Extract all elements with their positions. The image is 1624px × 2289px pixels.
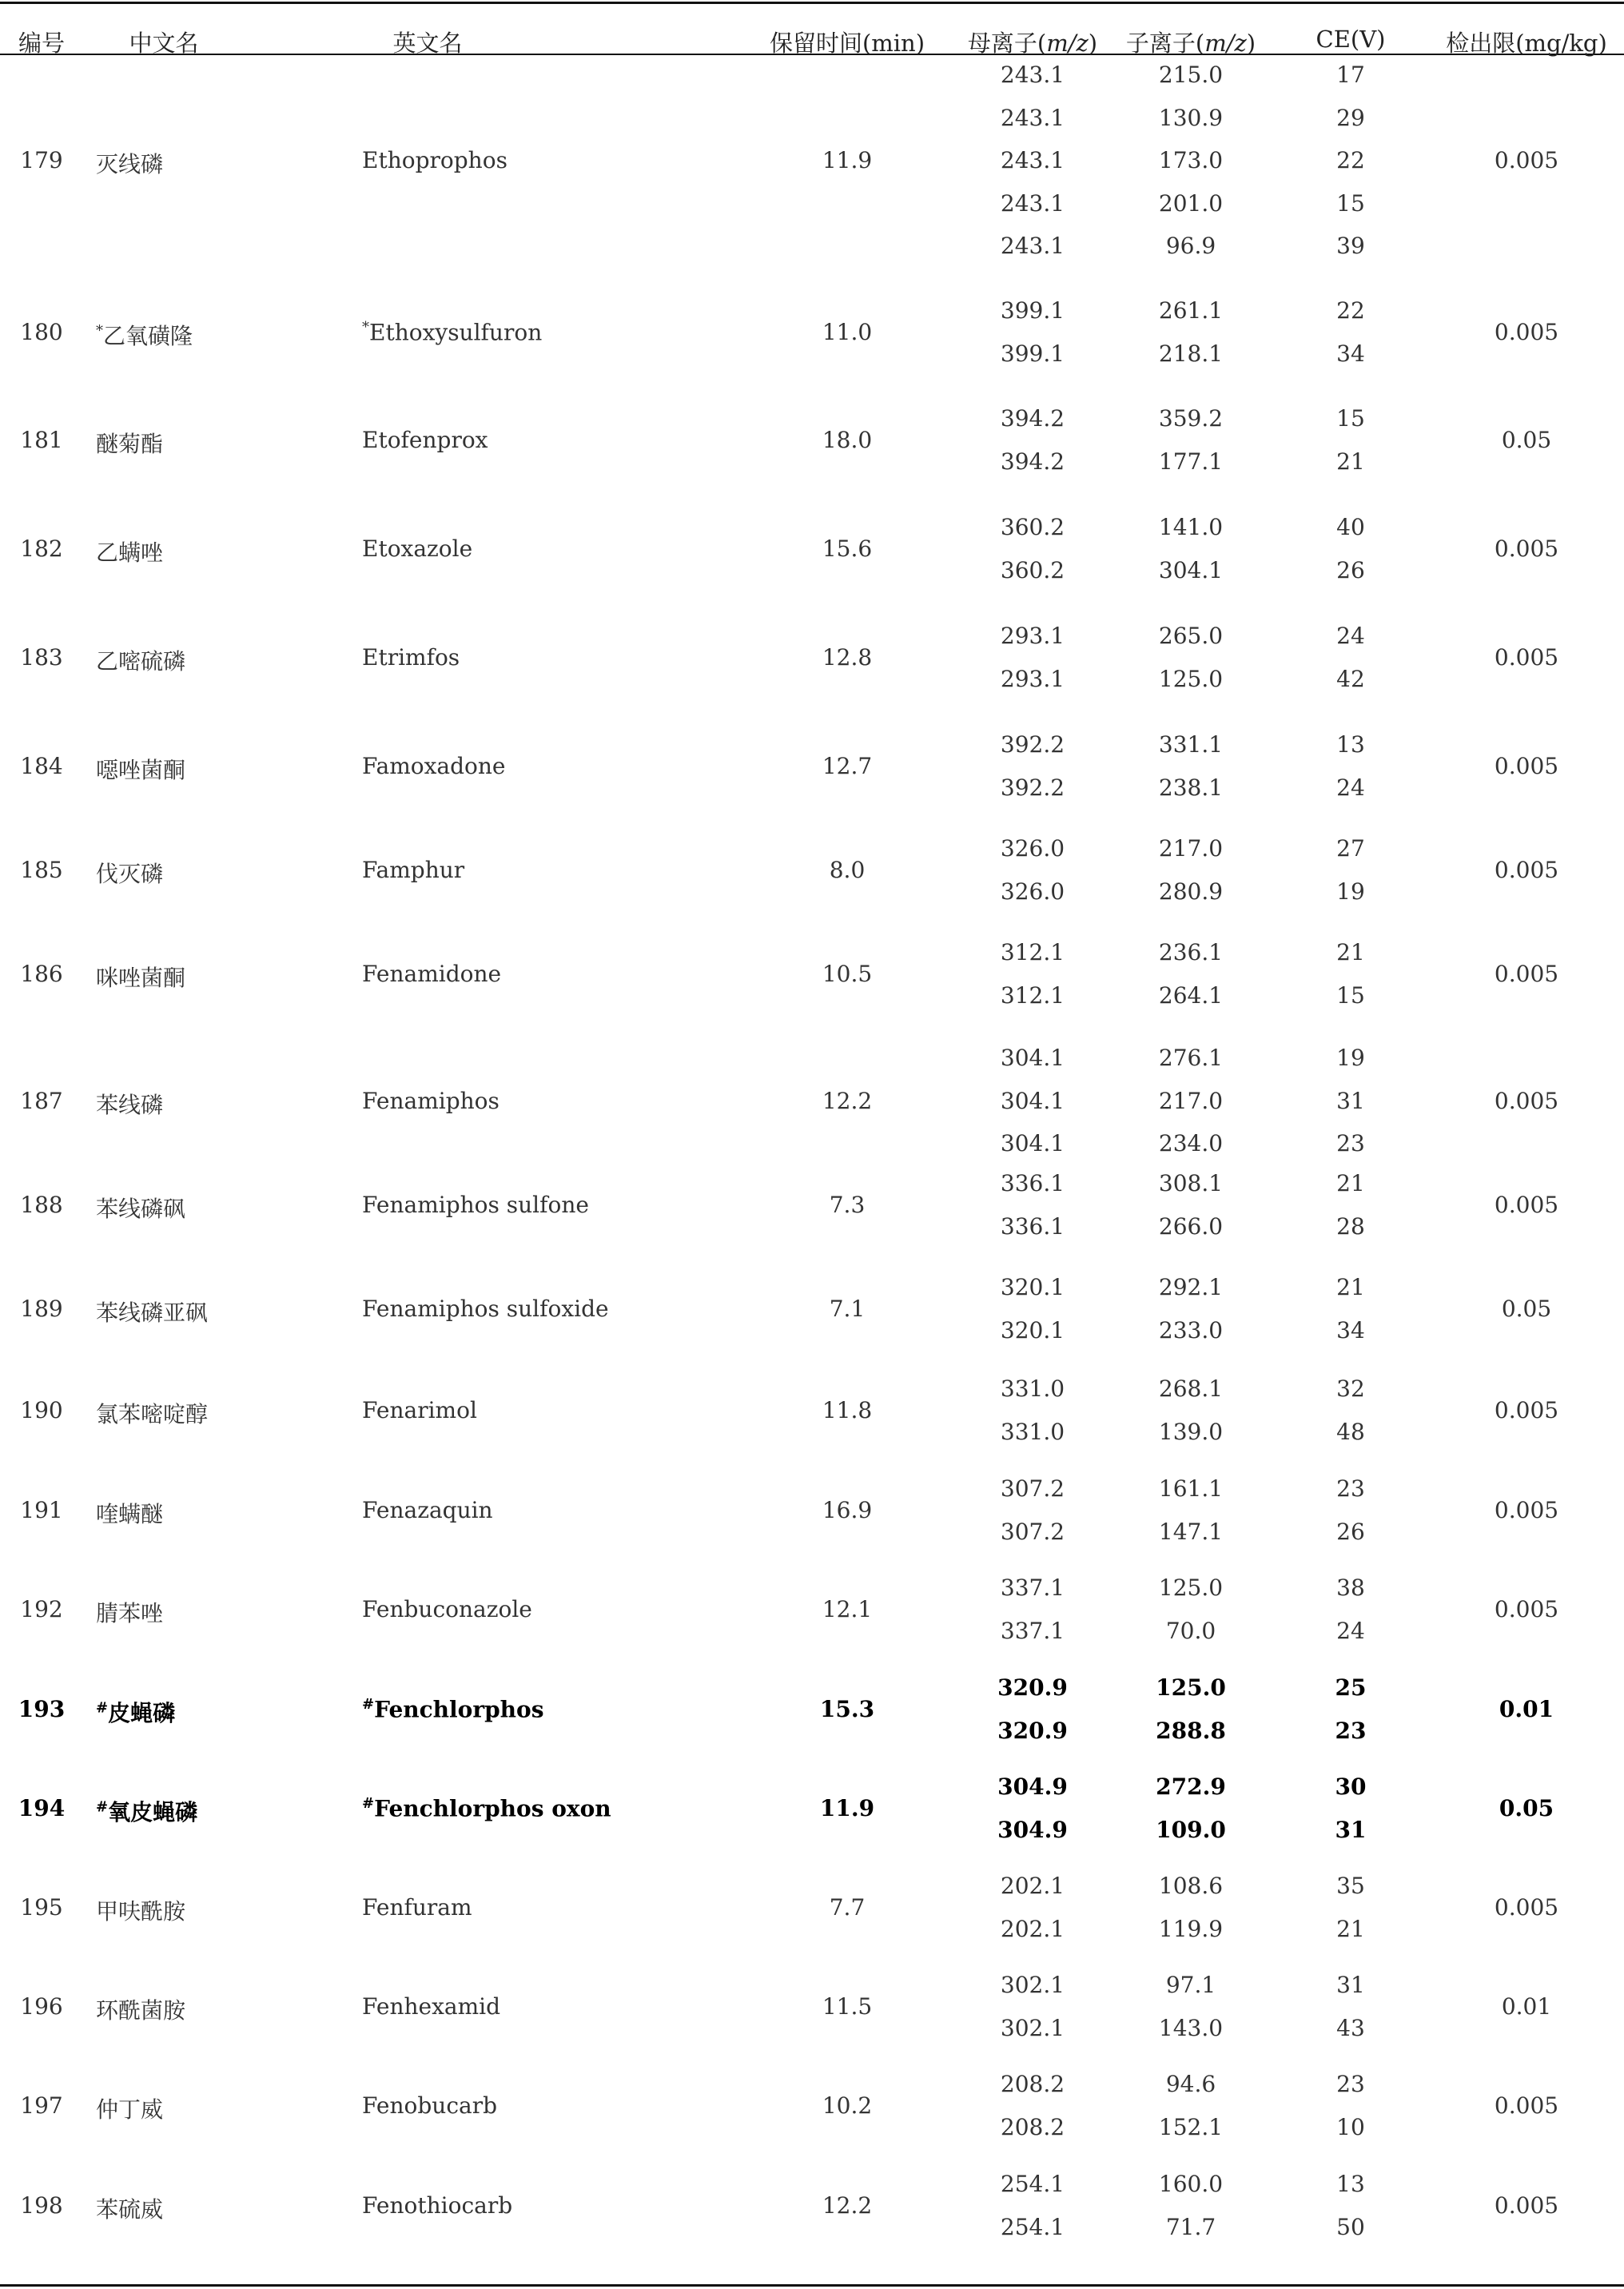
parent-ion: 337.1 bbox=[1000, 1617, 1065, 1644]
detection-limit: 0.005 bbox=[1494, 1893, 1559, 1921]
detection-limit: 0.05 bbox=[1501, 1295, 1552, 1322]
retention-time: 12.1 bbox=[822, 1595, 873, 1622]
header-chinese-name: 中文名 bbox=[129, 30, 199, 57]
compound-number: 197 bbox=[20, 2092, 63, 2119]
product-ion: 234.0 bbox=[1158, 1130, 1224, 1156]
detection-limit: 0.005 bbox=[1494, 2191, 1559, 2219]
collision-energy: 10 bbox=[1336, 2113, 1365, 2140]
product-ion: 139.0 bbox=[1158, 1418, 1224, 1445]
retention-time: 12.2 bbox=[822, 2191, 873, 2219]
compound-number: 196 bbox=[20, 1992, 63, 2020]
product-ion: 233.0 bbox=[1158, 1316, 1224, 1344]
english-name-text: Fenchlorphos bbox=[374, 1696, 544, 1723]
detection-limit: 0.01 bbox=[1501, 1992, 1552, 2020]
collision-energy: 31 bbox=[1336, 1087, 1365, 1114]
compound-number: 195 bbox=[20, 1893, 63, 1921]
product-ion: 304.1 bbox=[1158, 556, 1224, 583]
product-ion: 96.9 bbox=[1165, 233, 1216, 259]
compound-number: 193 bbox=[18, 1695, 66, 1722]
product-ion: 308.1 bbox=[1158, 1170, 1224, 1196]
collision-energy: 48 bbox=[1336, 1418, 1365, 1445]
parent-ion: 243.1 bbox=[1000, 62, 1065, 88]
english-name-text: Fenchlorphos oxon bbox=[374, 1795, 611, 1822]
retention-time: 11.9 bbox=[822, 147, 873, 173]
collision-energy: 32 bbox=[1336, 1375, 1365, 1402]
english-name bbox=[362, 2192, 512, 2219]
parent-ion: 202.1 bbox=[1000, 1915, 1065, 1942]
retention-time: 10.5 bbox=[822, 960, 873, 987]
footnote-mark: # bbox=[96, 1699, 109, 1717]
collision-energy: 27 bbox=[1336, 835, 1365, 862]
compound-number: 180 bbox=[20, 318, 63, 345]
parent-ion: 336.1 bbox=[1000, 1170, 1065, 1196]
chinese-name-text: 仲丁威 bbox=[96, 2096, 164, 2123]
parent-ion: 399.1 bbox=[1000, 340, 1065, 367]
product-ion: 109.0 bbox=[1156, 1816, 1226, 1843]
product-ion: 236.1 bbox=[1158, 939, 1224, 965]
compound-number: 192 bbox=[20, 1595, 63, 1622]
english-name-text: Fenobucarb bbox=[362, 2092, 497, 2119]
collision-energy: 23 bbox=[1336, 2071, 1365, 2097]
collision-energy: 24 bbox=[1336, 623, 1365, 649]
chinese-name-text: 乙嘧硫磷 bbox=[96, 647, 186, 675]
chinese-name-text: 喹螨醚 bbox=[96, 1500, 164, 1527]
parent-ion: 399.1 bbox=[1000, 297, 1065, 324]
english-name-text: Famoxadone bbox=[362, 752, 506, 779]
collision-energy: 28 bbox=[1336, 1212, 1365, 1240]
english-name-text: Fenazaquin bbox=[362, 1496, 493, 1523]
parent-ion: 304.9 bbox=[997, 1816, 1068, 1843]
collision-energy: 21 bbox=[1336, 448, 1365, 475]
english-name-text: Fenarimol bbox=[362, 1396, 477, 1423]
parent-ion: 293.1 bbox=[1000, 623, 1065, 649]
retention-time: 15.3 bbox=[819, 1695, 875, 1722]
product-ion: 160.0 bbox=[1158, 2171, 1224, 2197]
product-ion: 217.0 bbox=[1158, 835, 1224, 862]
collision-energy: 42 bbox=[1336, 665, 1365, 692]
chinese-name bbox=[96, 1192, 185, 1224]
english-name-text: Fenfuram bbox=[362, 1893, 472, 1921]
collision-energy: 23 bbox=[1335, 1717, 1367, 1744]
product-ion: 264.1 bbox=[1158, 981, 1224, 1009]
chinese-name bbox=[96, 1397, 208, 1429]
chinese-name-text: 氧皮蝇磷 bbox=[108, 1798, 198, 1825]
english-name-text: Etofenprox bbox=[362, 426, 488, 453]
product-ion: 94.6 bbox=[1165, 2071, 1216, 2097]
parent-ion: 320.1 bbox=[1000, 1274, 1065, 1300]
product-ion: 130.9 bbox=[1158, 104, 1224, 131]
compound-number: 187 bbox=[20, 1087, 63, 1114]
chinese-name-text: 乙氧磺隆 bbox=[103, 322, 193, 349]
english-name bbox=[362, 1192, 589, 1218]
parent-ion: 320.9 bbox=[997, 1674, 1068, 1701]
top-rule bbox=[0, 2, 1624, 4]
retention-time: 7.1 bbox=[829, 1295, 866, 1322]
retention-time: 18.0 bbox=[822, 426, 873, 453]
chinese-name-text: 苯硫威 bbox=[96, 2195, 164, 2223]
collision-energy: 34 bbox=[1336, 340, 1365, 367]
retention-time: 12.8 bbox=[822, 643, 873, 671]
compound-number: 181 bbox=[20, 426, 63, 453]
chinese-name-text: 乙螨唑 bbox=[96, 539, 164, 566]
english-name-text: Fenamiphos sulfoxide bbox=[362, 1295, 609, 1322]
detection-limit: 0.005 bbox=[1494, 1396, 1559, 1423]
english-name bbox=[362, 147, 508, 173]
footnote-mark: * bbox=[96, 322, 103, 340]
english-name-text: Fenhexamid bbox=[362, 1992, 501, 2020]
collision-energy: 38 bbox=[1336, 1574, 1365, 1601]
chinese-name bbox=[96, 147, 163, 179]
parent-ion: 320.9 bbox=[997, 1717, 1068, 1744]
product-ion: 201.0 bbox=[1158, 189, 1224, 217]
parent-ion: 360.2 bbox=[1000, 556, 1065, 583]
compound-number: 188 bbox=[20, 1191, 63, 1218]
parent-ion: 337.1 bbox=[1000, 1574, 1065, 1601]
header-retention-time: 保留时间(min) bbox=[769, 30, 925, 57]
chinese-name-text: 苯线磷砜 bbox=[96, 1195, 186, 1222]
chinese-name-text: 腈苯唑 bbox=[96, 1599, 164, 1626]
parent-ion: 243.1 bbox=[1000, 104, 1065, 131]
chinese-name bbox=[96, 1497, 163, 1529]
chinese-name bbox=[96, 319, 193, 351]
collision-energy: 15 bbox=[1336, 189, 1365, 217]
retention-time: 15.6 bbox=[822, 535, 873, 562]
english-name bbox=[362, 535, 472, 562]
english-name bbox=[362, 1696, 543, 1722]
product-ion: 125.0 bbox=[1158, 1574, 1224, 1601]
parent-ion: 312.1 bbox=[1000, 981, 1065, 1009]
english-name-text: Ethoxysulfuron bbox=[369, 319, 543, 346]
detection-limit: 0.005 bbox=[1494, 318, 1559, 345]
product-ion: 238.1 bbox=[1158, 774, 1224, 801]
collision-energy: 43 bbox=[1336, 2014, 1365, 2041]
collision-energy: 21 bbox=[1336, 1170, 1365, 1196]
english-name bbox=[362, 1397, 477, 1423]
collision-energy: 19 bbox=[1336, 878, 1365, 905]
product-ion: 261.1 bbox=[1158, 297, 1224, 324]
product-ion: 152.1 bbox=[1158, 2113, 1224, 2140]
chinese-name-text: 环酰菌胺 bbox=[96, 1996, 186, 2024]
retention-time: 11.8 bbox=[822, 1396, 873, 1423]
product-ion: 108.6 bbox=[1158, 1873, 1224, 1899]
chinese-name bbox=[96, 1795, 197, 1827]
parent-ion: 360.2 bbox=[1000, 514, 1065, 540]
collision-energy: 22 bbox=[1336, 147, 1365, 173]
collision-energy: 21 bbox=[1336, 1274, 1365, 1300]
chinese-name bbox=[96, 1993, 185, 2025]
parent-ion: 326.0 bbox=[1000, 878, 1065, 905]
product-ion: 177.1 bbox=[1158, 448, 1224, 475]
collision-energy: 31 bbox=[1336, 1972, 1365, 1998]
retention-time: 7.3 bbox=[829, 1191, 866, 1218]
detection-limit: 0.005 bbox=[1494, 147, 1559, 173]
parent-ion: 326.0 bbox=[1000, 835, 1065, 862]
chinese-name bbox=[96, 1894, 185, 1926]
retention-time: 7.7 bbox=[829, 1893, 866, 1921]
parent-ion: 394.2 bbox=[1000, 405, 1065, 432]
chinese-name-text: 甲呋酰胺 bbox=[96, 1897, 186, 1925]
retention-time: 10.2 bbox=[822, 2092, 873, 2119]
collision-energy: 35 bbox=[1336, 1873, 1365, 1899]
header-parent-ion: 母离子(m/z) bbox=[967, 30, 1098, 57]
chinese-name bbox=[96, 961, 185, 993]
product-ion: 268.1 bbox=[1158, 1375, 1224, 1402]
parent-ion: 307.2 bbox=[1000, 1475, 1065, 1502]
chinese-name bbox=[96, 2092, 163, 2124]
english-name bbox=[362, 319, 542, 345]
chinese-name-text: 伐灭磷 bbox=[96, 860, 164, 887]
english-name-text: Etrimfos bbox=[362, 643, 460, 671]
compound-number: 191 bbox=[20, 1496, 63, 1523]
detection-limit: 0.005 bbox=[1494, 643, 1559, 671]
compound-number: 184 bbox=[20, 752, 63, 779]
retention-time: 11.0 bbox=[822, 318, 873, 345]
product-ion: 218.1 bbox=[1158, 340, 1224, 367]
parent-ion: 392.2 bbox=[1000, 731, 1065, 758]
product-ion: 292.1 bbox=[1158, 1274, 1224, 1300]
collision-energy: 23 bbox=[1336, 1130, 1365, 1156]
english-name bbox=[362, 427, 488, 453]
collision-energy: 15 bbox=[1336, 981, 1365, 1009]
english-name-text: Fenamiphos bbox=[362, 1087, 500, 1114]
english-name bbox=[362, 644, 460, 671]
header-detection-limit: 检出限(mg/kg) bbox=[1446, 30, 1607, 57]
product-ion: 265.0 bbox=[1158, 623, 1224, 649]
collision-energy: 30 bbox=[1335, 1773, 1367, 1800]
collision-energy: 26 bbox=[1336, 1518, 1365, 1545]
detection-limit: 0.005 bbox=[1494, 856, 1559, 883]
parent-ion: 304.1 bbox=[1000, 1087, 1065, 1114]
detection-limit: 0.005 bbox=[1494, 2092, 1559, 2119]
compound-number: 179 bbox=[20, 147, 63, 173]
compound-number: 182 bbox=[20, 535, 63, 562]
parent-ion: 312.1 bbox=[1000, 939, 1065, 965]
english-name-text: Etoxazole bbox=[362, 535, 473, 562]
english-name-text: Famphur bbox=[362, 856, 465, 883]
parent-ion: 243.1 bbox=[1000, 189, 1065, 217]
english-name bbox=[362, 857, 464, 883]
product-ion: 161.1 bbox=[1158, 1475, 1224, 1502]
parent-ion: 304.9 bbox=[997, 1773, 1068, 1800]
parent-ion: 254.1 bbox=[1000, 2213, 1065, 2240]
product-ion: 143.0 bbox=[1158, 2014, 1224, 2041]
detection-limit: 0.01 bbox=[1499, 1695, 1554, 1722]
english-name bbox=[362, 1894, 472, 1921]
english-name bbox=[362, 1596, 532, 1622]
parent-ion: 243.1 bbox=[1000, 233, 1065, 259]
product-ion: 147.1 bbox=[1158, 1518, 1224, 1545]
english-name bbox=[362, 1088, 500, 1114]
chinese-name bbox=[96, 644, 185, 676]
product-ion: 280.9 bbox=[1158, 878, 1224, 905]
product-ion: 288.8 bbox=[1156, 1717, 1226, 1744]
compound-number: 198 bbox=[20, 2191, 63, 2219]
chinese-name bbox=[96, 753, 185, 785]
product-ion: 125.0 bbox=[1156, 1674, 1226, 1701]
parent-ion: 394.2 bbox=[1000, 448, 1065, 475]
english-name bbox=[362, 1497, 493, 1523]
retention-time: 16.9 bbox=[822, 1496, 873, 1523]
collision-energy: 34 bbox=[1336, 1316, 1365, 1344]
product-ion: 276.1 bbox=[1158, 1045, 1224, 1071]
chinese-name-text: 醚菊酯 bbox=[96, 430, 164, 457]
parent-ion: 331.0 bbox=[1000, 1418, 1065, 1445]
collision-energy: 19 bbox=[1336, 1045, 1365, 1071]
chinese-name-text: 氯苯嘧啶醇 bbox=[96, 1400, 209, 1427]
collision-energy: 15 bbox=[1336, 405, 1365, 432]
english-name-text: Fenamidone bbox=[362, 960, 502, 987]
detection-limit: 0.005 bbox=[1494, 752, 1559, 779]
chinese-name-text: 苯线磷 bbox=[96, 1091, 164, 1118]
header-english-name: 英文名 bbox=[392, 30, 463, 57]
detection-limit: 0.005 bbox=[1494, 535, 1559, 562]
parent-ion: 336.1 bbox=[1000, 1212, 1065, 1240]
retention-time: 11.9 bbox=[819, 1794, 875, 1821]
collision-energy: 39 bbox=[1336, 233, 1365, 259]
collision-energy: 50 bbox=[1336, 2213, 1365, 2240]
chinese-name-text: 咪唑菌酮 bbox=[96, 964, 186, 991]
chinese-name bbox=[96, 427, 163, 459]
retention-time: 8.0 bbox=[829, 856, 866, 883]
parent-ion: 243.1 bbox=[1000, 147, 1065, 173]
product-ion: 71.7 bbox=[1165, 2213, 1216, 2240]
detection-limit: 0.005 bbox=[1494, 960, 1559, 987]
parent-ion: 392.2 bbox=[1000, 774, 1065, 801]
compound-number: 185 bbox=[20, 856, 63, 883]
parent-ion: 254.1 bbox=[1000, 2171, 1065, 2197]
product-ion: 97.1 bbox=[1165, 1972, 1216, 1998]
product-ion: 125.0 bbox=[1158, 665, 1224, 692]
english-name-text: Fenothiocarb bbox=[362, 2191, 513, 2219]
collision-energy: 31 bbox=[1335, 1816, 1367, 1843]
product-ion: 70.0 bbox=[1165, 1617, 1216, 1644]
footnote-mark: # bbox=[96, 1798, 109, 1816]
chinese-name bbox=[96, 1596, 163, 1628]
retention-time: 12.7 bbox=[822, 752, 873, 779]
collision-energy: 13 bbox=[1336, 2171, 1365, 2197]
english-name bbox=[362, 1795, 611, 1821]
chinese-name bbox=[96, 2192, 163, 2224]
footnote-mark: # bbox=[362, 1695, 375, 1713]
chinese-name-text: 皮蝇磷 bbox=[108, 1699, 176, 1726]
detection-limit: 0.005 bbox=[1494, 1595, 1559, 1622]
product-ion: 359.2 bbox=[1158, 405, 1224, 432]
parent-ion: 208.2 bbox=[1000, 2113, 1065, 2140]
detection-limit: 0.05 bbox=[1501, 426, 1552, 453]
english-name bbox=[362, 1993, 500, 2020]
header-product-ion: 子离子(m/z) bbox=[1125, 30, 1256, 57]
product-ion: 215.0 bbox=[1158, 62, 1224, 88]
collision-energy: 29 bbox=[1336, 104, 1365, 131]
footnote-mark: # bbox=[362, 1794, 375, 1812]
collision-energy: 24 bbox=[1336, 774, 1365, 801]
product-ion: 173.0 bbox=[1158, 147, 1224, 173]
retention-time: 11.5 bbox=[822, 1992, 873, 2020]
compound-number: 183 bbox=[20, 643, 63, 671]
chinese-name-text: 灭线磷 bbox=[96, 151, 164, 177]
chinese-name-text: 噁唑菌酮 bbox=[96, 756, 186, 783]
collision-energy: 22 bbox=[1336, 297, 1365, 324]
english-name bbox=[362, 2092, 497, 2119]
compound-number: 189 bbox=[20, 1295, 63, 1322]
chinese-name-text: 苯线磷亚砜 bbox=[96, 1299, 209, 1326]
collision-energy: 25 bbox=[1335, 1674, 1367, 1701]
product-ion: 217.0 bbox=[1158, 1087, 1224, 1114]
header-collision-energy: CE(V) bbox=[1316, 26, 1386, 53]
collision-energy: 26 bbox=[1336, 556, 1365, 583]
parent-ion: 304.1 bbox=[1000, 1130, 1065, 1156]
parent-ion: 302.1 bbox=[1000, 1972, 1065, 1998]
collision-energy: 21 bbox=[1336, 1915, 1365, 1942]
chinese-name bbox=[96, 535, 163, 567]
detection-limit: 0.005 bbox=[1494, 1191, 1559, 1218]
english-name bbox=[362, 1296, 609, 1322]
product-ion: 141.0 bbox=[1158, 514, 1224, 540]
collision-energy: 17 bbox=[1336, 62, 1365, 88]
chinese-name bbox=[96, 1296, 208, 1328]
parent-ion: 302.1 bbox=[1000, 2014, 1065, 2041]
parent-ion: 208.2 bbox=[1000, 2071, 1065, 2097]
retention-time: 12.2 bbox=[822, 1087, 873, 1114]
detection-limit: 0.005 bbox=[1494, 1496, 1559, 1523]
collision-energy: 40 bbox=[1336, 514, 1365, 540]
detection-limit: 0.05 bbox=[1499, 1794, 1554, 1821]
product-ion: 331.1 bbox=[1158, 731, 1224, 758]
english-name bbox=[362, 753, 506, 779]
compound-number: 186 bbox=[20, 960, 63, 987]
compound-number: 190 bbox=[20, 1396, 63, 1423]
compound-number: 194 bbox=[18, 1794, 66, 1821]
detection-limit: 0.005 bbox=[1494, 1087, 1559, 1114]
product-ion: 266.0 bbox=[1158, 1212, 1224, 1240]
product-ion: 272.9 bbox=[1156, 1773, 1226, 1800]
collision-energy: 23 bbox=[1336, 1475, 1365, 1502]
parent-ion: 331.0 bbox=[1000, 1375, 1065, 1402]
english-name-text: Ethoprophos bbox=[362, 147, 508, 173]
english-name bbox=[362, 961, 501, 987]
header-no: 编号 bbox=[18, 30, 66, 57]
collision-energy: 24 bbox=[1336, 1617, 1365, 1644]
parent-ion: 202.1 bbox=[1000, 1873, 1065, 1899]
parent-ion: 307.2 bbox=[1000, 1518, 1065, 1545]
parent-ion: 293.1 bbox=[1000, 665, 1065, 692]
chinese-name bbox=[96, 857, 163, 889]
chinese-name bbox=[96, 1088, 163, 1120]
product-ion: 119.9 bbox=[1158, 1915, 1224, 1942]
chinese-name bbox=[96, 1696, 175, 1728]
english-name-text: Fenamiphos sulfone bbox=[362, 1191, 589, 1218]
english-name-text: Fenbuconazole bbox=[362, 1595, 532, 1622]
collision-energy: 13 bbox=[1336, 731, 1365, 758]
collision-energy: 21 bbox=[1336, 939, 1365, 965]
bottom-rule bbox=[0, 2284, 1624, 2287]
footnote-mark: * bbox=[362, 318, 369, 336]
parent-ion: 304.1 bbox=[1000, 1045, 1065, 1071]
parent-ion: 320.1 bbox=[1000, 1316, 1065, 1344]
